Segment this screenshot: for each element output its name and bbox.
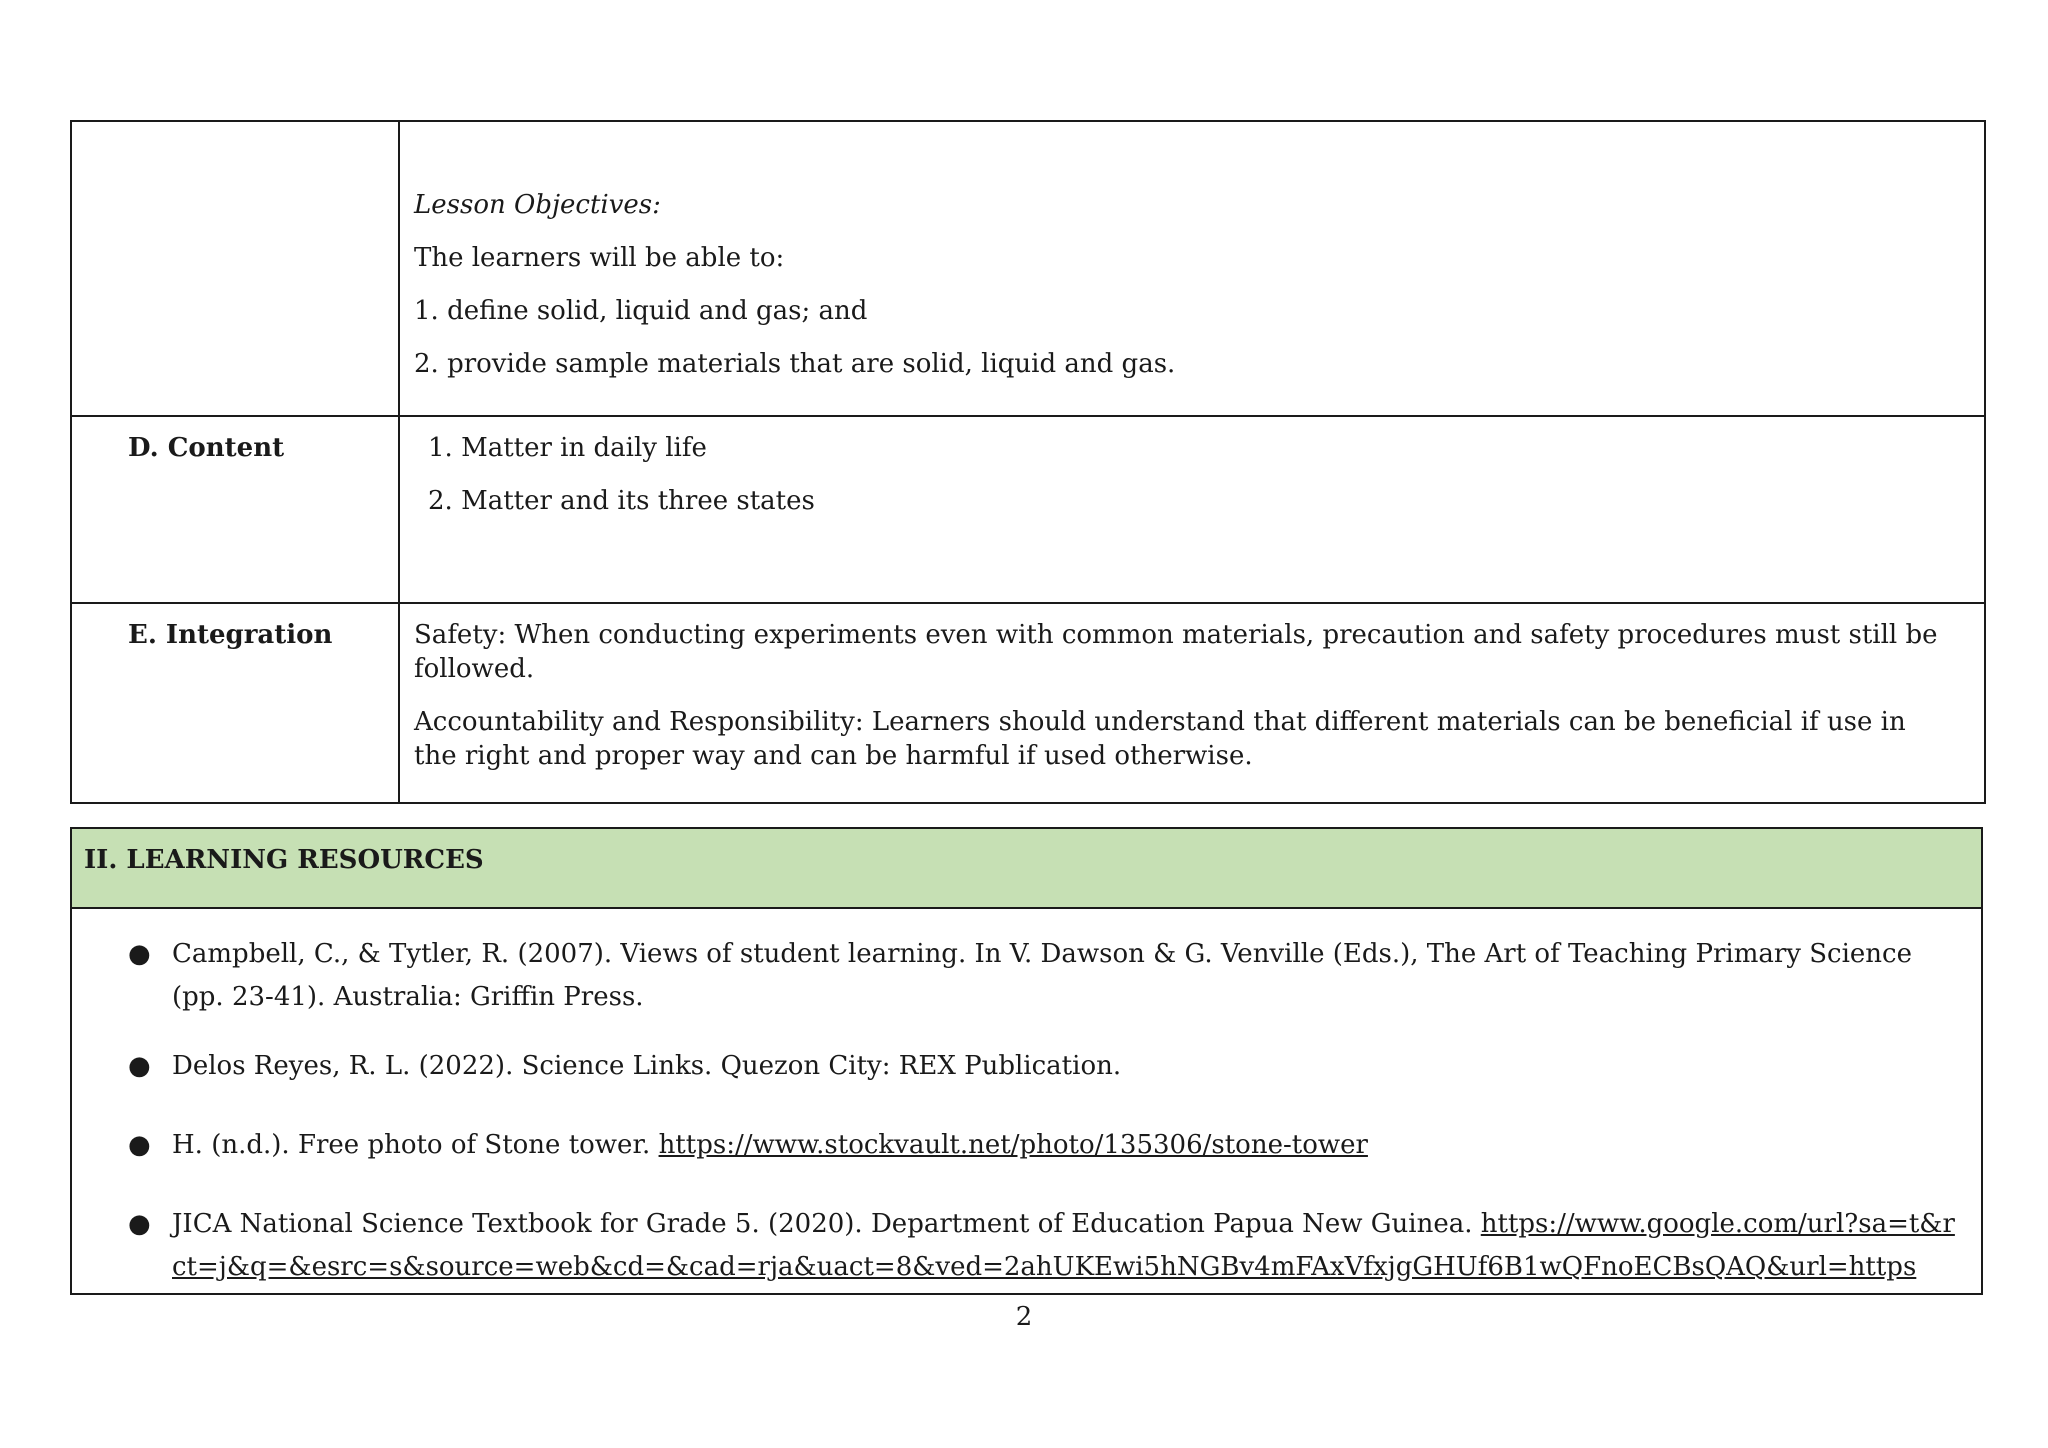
- resource-text: Delos Reyes, R. L. (2022). Science Links. Quezon City: REX Publication.: [172, 1051, 1122, 1081]
- resource-item: [128, 1045, 1962, 1088]
- objective-item: 1. define solid, liquid and gas; and: [414, 296, 868, 326]
- objectives-heading: Lesson Objectives:: [414, 190, 661, 220]
- learning-resources-header: II. LEARNING RESOURCES: [72, 829, 1981, 909]
- content-item: 2. Matter and its three states: [428, 486, 815, 516]
- bullet-icon: ●: [128, 1051, 151, 1081]
- integration-cell: [400, 604, 1984, 802]
- resource-text: Campbell, C., & Tytler, R. (2007). Views of student learning. In V. Dawson & G. Venville (Eds.), The Art of Teaching Primary Science (pp. 23-41). Australia: Griffin Press.: [172, 939, 1912, 1012]
- objective-item: 2. provide sample materials that are solid, liquid and gas.: [414, 349, 1176, 379]
- integration-paragraph: Safety: When conducting experiments even with common materials, precaution and safety procedures must still be followed.: [414, 620, 1938, 684]
- content-label: D. Content: [72, 417, 400, 602]
- integration-label: E. Integration: [72, 604, 400, 802]
- resource-text: H. (n.d.). Free photo of Stone tower.: [172, 1130, 659, 1160]
- bullet-icon: ●: [128, 939, 151, 969]
- resource-item: [128, 1124, 1962, 1167]
- objectives-intro: The learners will be able to:: [414, 243, 785, 273]
- page-number: 2: [1015, 1302, 1033, 1332]
- resource-text: JICA National Science Textbook for Grade 5. (2020). Department of Education Papua New Guinea.: [172, 1209, 1481, 1239]
- objectives-cell: [400, 122, 1984, 415]
- bullet-icon: ●: [128, 1130, 151, 1160]
- content-cell: [400, 417, 1984, 602]
- bullet-icon: ●: [128, 1209, 151, 1239]
- content-row: [72, 415, 1984, 602]
- integration-row: [72, 602, 1984, 802]
- integration-paragraph: Accountability and Responsibility: Learners should understand that different materials can be beneficial if use in the right and proper way and can be harmful if used otherwise.: [414, 707, 1906, 771]
- resource-link[interactable]: https://www.google.com/url?sa=t&rct=j&q=&esrc=s&source=web&cd=&cad=rja&uact=8&ved=2ahUKEwi5hNGBv4mFAxVfxjgGHUf6B1wQFnoECBsQAQ&url=https: [172, 1209, 1955, 1282]
- content-list: [414, 431, 1954, 518]
- resource-item: [128, 933, 1962, 1019]
- learning-resources-box: [70, 827, 1983, 1295]
- objectives-label-cell: [72, 122, 400, 415]
- content-item: 1. Matter in daily life: [428, 433, 707, 463]
- resource-item: [128, 1203, 1962, 1289]
- lesson-plan-table: [70, 120, 1986, 804]
- resource-link[interactable]: https://www.stockvault.net/photo/135306/stone-tower: [658, 1130, 1368, 1160]
- objectives-row: [72, 122, 1984, 415]
